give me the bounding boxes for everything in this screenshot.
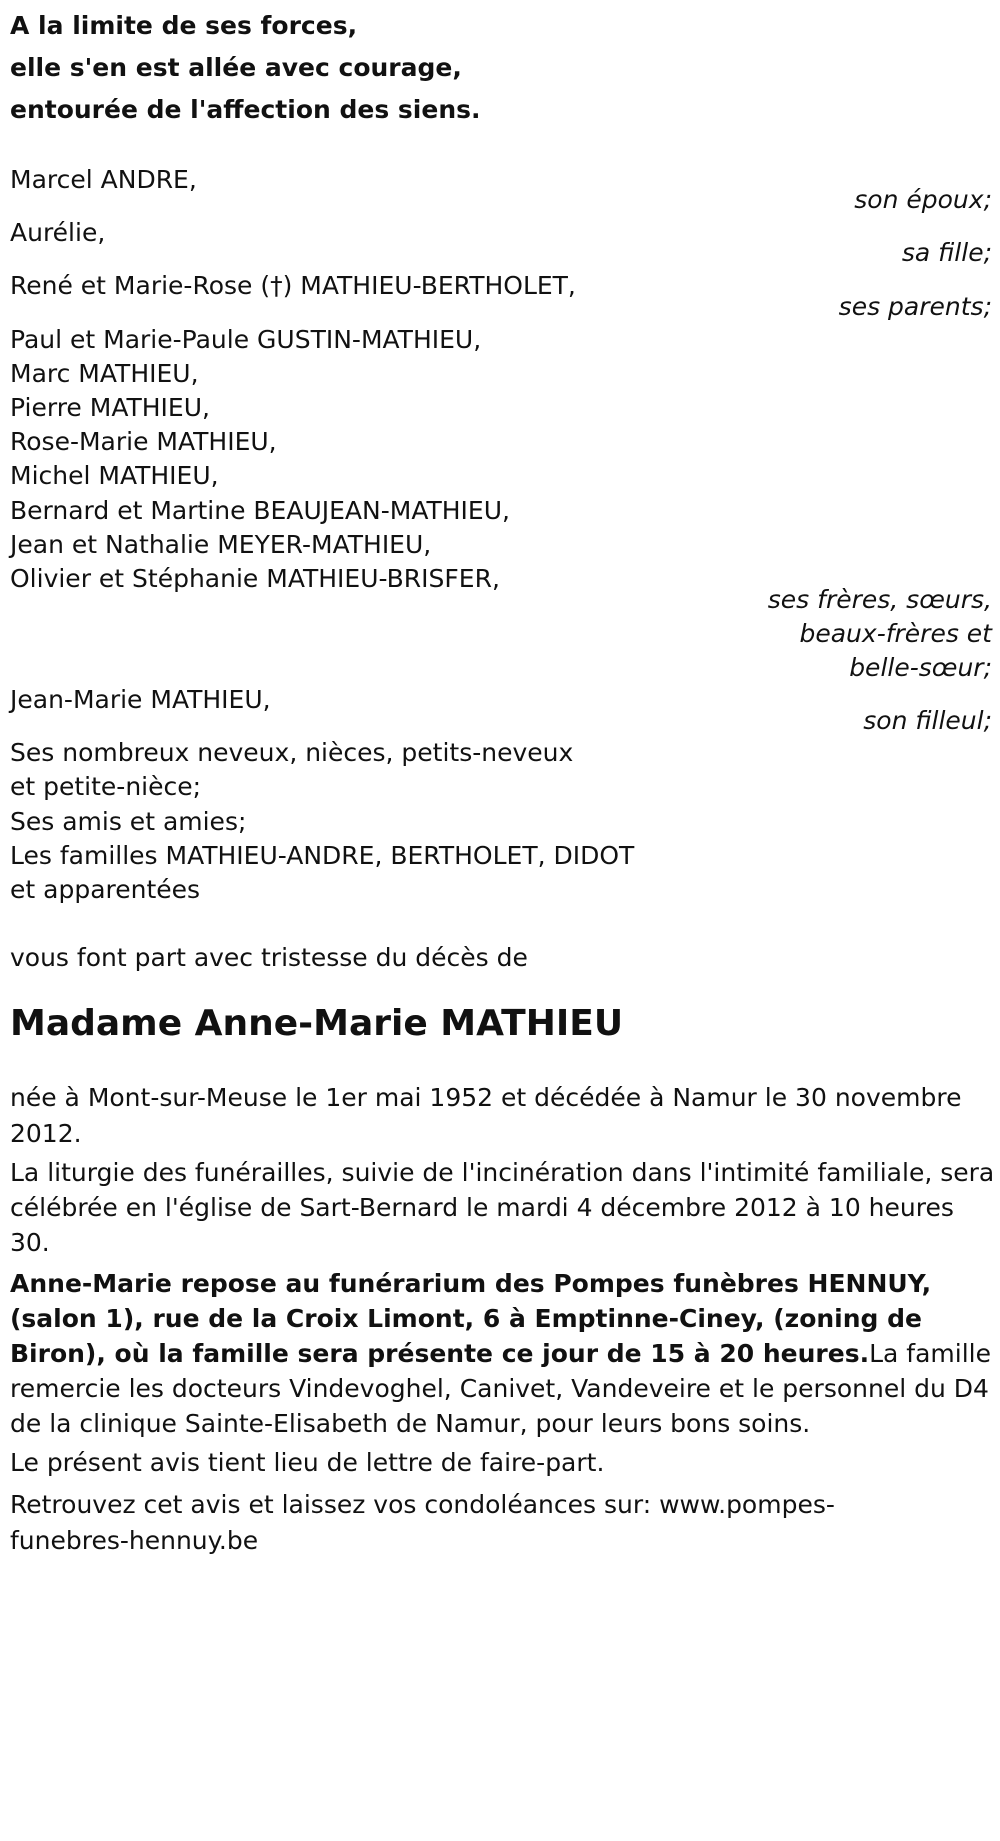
others-line: et petite-nièce; — [10, 772, 202, 801]
sibling-line: Marc MATHIEU, — [10, 359, 199, 388]
godson-name: Jean-Marie MATHIEU, — [10, 685, 271, 714]
others-line: Les familles MATHIEU-ANDRE, BERTHOLET, DIDOT — [10, 841, 635, 870]
others-line: Ses amis et amies; — [10, 807, 247, 836]
siblings-relation-line-3: belle-sœur; — [849, 653, 992, 682]
siblings-relation-line-2: beaux-frères et — [799, 619, 992, 648]
spouse-relation: son époux; — [854, 185, 992, 214]
intro-line-3: entourée de l'affection des siens. — [10, 95, 481, 124]
daughter-name: Aurélie, — [10, 218, 106, 247]
daughter-relation: sa fille; — [901, 238, 992, 267]
siblings-relation-line-1: ses frères, sœurs, — [767, 585, 992, 614]
sibling-line: Paul et Marie-Paule GUSTIN-MATHIEU, — [10, 325, 482, 354]
sibling-line: Olivier et Stéphanie MATHIEU-BRISFER, — [10, 564, 500, 593]
others-line: Ses nombreux neveux, nièces, petits-neveux — [10, 738, 574, 767]
sibling-line: Rose-Marie MATHIEU, — [10, 427, 277, 456]
birth-death-paragraph: née à Mont-sur-Meuse le 1er mai 1952 et décédée à Namur le 30 novembre 2012. — [10, 1083, 962, 1148]
deceased-name: Madame Anne-Marie MATHIEU — [10, 1003, 624, 1044]
spouse-name: Marcel ANDRE, — [10, 165, 197, 194]
sibling-line: Pierre MATHIEU, — [10, 393, 210, 422]
condolences-paragraph: Retrouvez cet avis et laissez vos condoléances sur: www.pompes-funebres-hennuy.be — [10, 1490, 835, 1555]
notice-paragraph: Le présent avis tient lieu de lettre de faire-part. — [10, 1448, 605, 1477]
sibling-line: Jean et Nathalie MEYER-MATHIEU, — [10, 530, 432, 559]
liturgy-paragraph: La liturgie des funérailles, suivie de l'incinération dans l'intimité familiale, sera célébrée en l'église de Sart-Bernard le mardi 4 décembre 2012 à 10 heures 30. — [10, 1158, 995, 1257]
intro-line-2: elle s'en est allée avec courage, — [10, 53, 462, 82]
sibling-line: Bernard et Martine BEAUJEAN-MATHIEU, — [10, 496, 510, 525]
announcement: vous font part avec tristesse du décès de — [10, 943, 528, 972]
repose-paragraph — [10, 1266, 995, 1441]
repose-rest-text: La famille remercie les docteurs Vindevoghel, Canivet, Vandeveire et le personnel du D4 de la clinique Sainte-Elisabeth de Namur, pour leurs bons soins. — [10, 1339, 991, 1438]
godson-relation: son filleul; — [863, 706, 992, 735]
parents-name: René et Marie-Rose (†) MATHIEU-BERTHOLET, — [10, 271, 576, 300]
repose-bold-text: Anne-Marie repose au funérarium des Pompes funèbres HENNUY, (salon 1), rue de la Croix Limont, 6 à Emptinne-Ciney, (zoning de Biron), où la famille sera présente ce jour de 15 à 20 heures. — [10, 1269, 932, 1368]
parents-relation: ses parents; — [838, 292, 992, 321]
intro-line-1: A la limite de ses forces, — [10, 11, 358, 40]
others-line: et apparentées — [10, 875, 201, 904]
sibling-line: Michel MATHIEU, — [10, 461, 219, 490]
